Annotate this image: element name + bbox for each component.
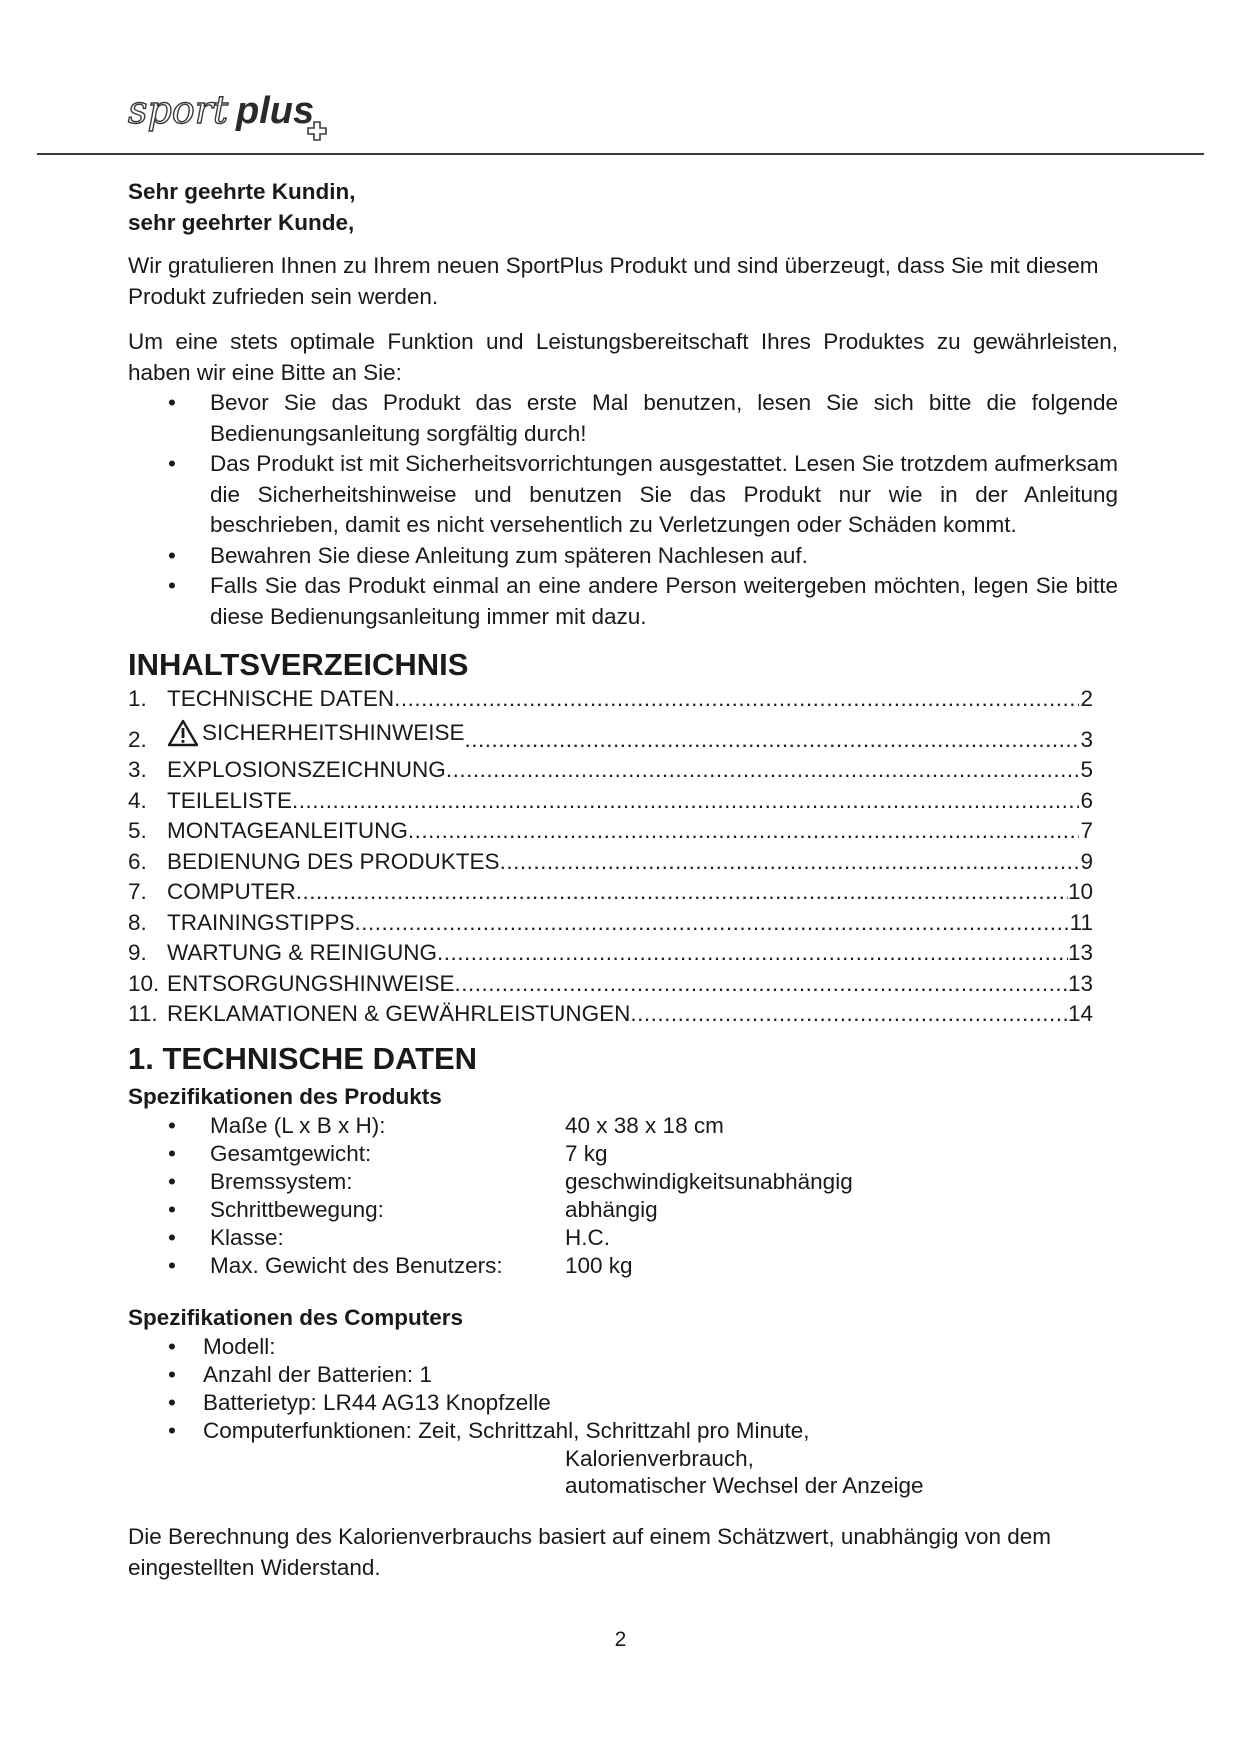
greeting-line-1: Sehr geehrte Kundin, (128, 179, 356, 204)
bullet: • (168, 451, 176, 476)
request-paragraph: Um eine stets optimale Funktion und Leistungsbereitschaft Ihres Produktes zu gewährleisten, haben wir eine Bitte an Sie: (128, 329, 1118, 385)
section-heading-technical-data: 1. TECHNISCHE DATEN (128, 1040, 478, 1076)
intro-paragraph: Wir gratulieren Ihnen zu Ihrem neuen SportPlus Produkt und sind überzeugt, dass Sie mit diesem Produkt zufrieden sein werden. (128, 253, 1099, 309)
toc-item[interactable]: 7. COMPUTER ..... 10 (128, 877, 1093, 908)
greeting (128, 176, 1118, 238)
spec-row: • Klasse: H.C. (168, 1224, 610, 1250)
spec-row: • Max. Gewicht des Benutzers: 100 kg (168, 1252, 633, 1278)
toc-item[interactable]: 6. BEDIENUNG DES PRODUKTES ..... 9 (128, 847, 1093, 878)
list-item: • Bewahren Sie diese Anleitung zum späteren Nachlesen auf. (128, 541, 1118, 572)
list-item: • Bevor Sie das Produkt das erste Mal benutzen, lesen Sie sich bitte die folgende Bedienungsanleitung sorgfältig durch! (168, 390, 1118, 446)
table-of-contents (128, 684, 1093, 1030)
toc-item[interactable]: 9. WARTUNG & REINIGUNG ..... 13 (128, 938, 1093, 969)
toc-item[interactable]: 11. REKLAMATIONEN & GEWÄHRLEISTUNGEN ..... 14 (128, 999, 1093, 1030)
product-specs-heading: Spezifikationen des Produkts (128, 1083, 442, 1109)
calorie-note: Die Berechnung des Kalorienverbrauchs basiert auf einem Schätzwert, unabhängig von dem eingestellten Widerstand. (128, 1523, 1052, 1580)
toc-item[interactable]: 3. EXPLOSIONSZEICHNUNG ..... 5 (128, 755, 1093, 786)
spec-row: • Bremssystem: geschwindigkeitsunabhängig (168, 1168, 853, 1194)
toc-heading: INHALTSVERZEICHNIS (128, 647, 469, 682)
computer-specs-heading: Spezifikationen des Computers (128, 1304, 464, 1330)
spec-row: • Schrittbewegung: abhängig (168, 1196, 658, 1222)
toc-item[interactable]: 4. TEILELISTE ..... 6 (128, 786, 1093, 817)
instruction-list (128, 388, 1118, 632)
computer-functions-continued: Kalorienverbrauch, (565, 1445, 754, 1471)
computer-functions-continued: automatischer Wechsel der Anzeige (565, 1472, 924, 1498)
bullet: • (168, 390, 176, 415)
page-number: 2 (614, 1628, 627, 1651)
greeting-line-2: sehr geehrter Kunde, (128, 210, 355, 235)
spec-row: • Batterietyp: LR44 AG13 Knopfzelle (168, 1389, 551, 1415)
sportplus-logo (128, 88, 348, 148)
list-item: • Falls Sie das Produkt einmal an eine andere Person weitergeben möchten, legen Sie bitte diese Bedienungsanleitung immer mit dazu. (168, 573, 1118, 629)
bullet: • (168, 573, 176, 598)
spec-row: • Modell: (168, 1333, 276, 1359)
logo-plus-text: plus (236, 90, 315, 132)
logo-sport-text: sport (128, 88, 229, 132)
toc-item[interactable]: 8. TRAININGSTIPPS ..... 11 (128, 908, 1093, 939)
spec-row: • Maße (L x B x H): 40 x 38 x 18 cm (168, 1112, 724, 1138)
bullet: • (168, 542, 176, 568)
header-divider (37, 153, 1204, 155)
toc-item[interactable]: 10. ENTSORGUNGSHINWEISE ..... 13 (128, 969, 1093, 1000)
logo-plus-icon (306, 120, 328, 142)
warning-icon (167, 719, 199, 747)
list-item: • Das Produkt ist mit Sicherheitsvorrichtungen ausgestattet. Lesen Sie trotzdem aufmerksam die Sicherheitshinweise und benutzen Sie das Produkt nur wie in der Anleitung beschrieben, damit es nicht versehentlich zu Verletzungen oder Schäden kommt. (168, 451, 1118, 537)
spec-row: • Gesamtgewicht: 7 kg (168, 1140, 608, 1166)
product-specs (128, 1112, 1118, 1280)
toc-item[interactable]: 1. TECHNISCHE DATEN ..... 2 (128, 684, 1093, 715)
toc-item[interactable]: 2. SICHERHEITSHINWEISE ..... 3 (128, 718, 1093, 756)
computer-specs (128, 1333, 1118, 1499)
spec-row: • Computerfunktionen: Zeit, Schrittzahl, Schrittzahl pro Minute, (168, 1417, 810, 1443)
spec-row: • Anzahl der Batterien: 1 (168, 1361, 432, 1387)
page-content (128, 176, 1118, 1583)
toc-item[interactable]: 5. MONTAGEANLEITUNG ..... 7 (128, 816, 1093, 847)
